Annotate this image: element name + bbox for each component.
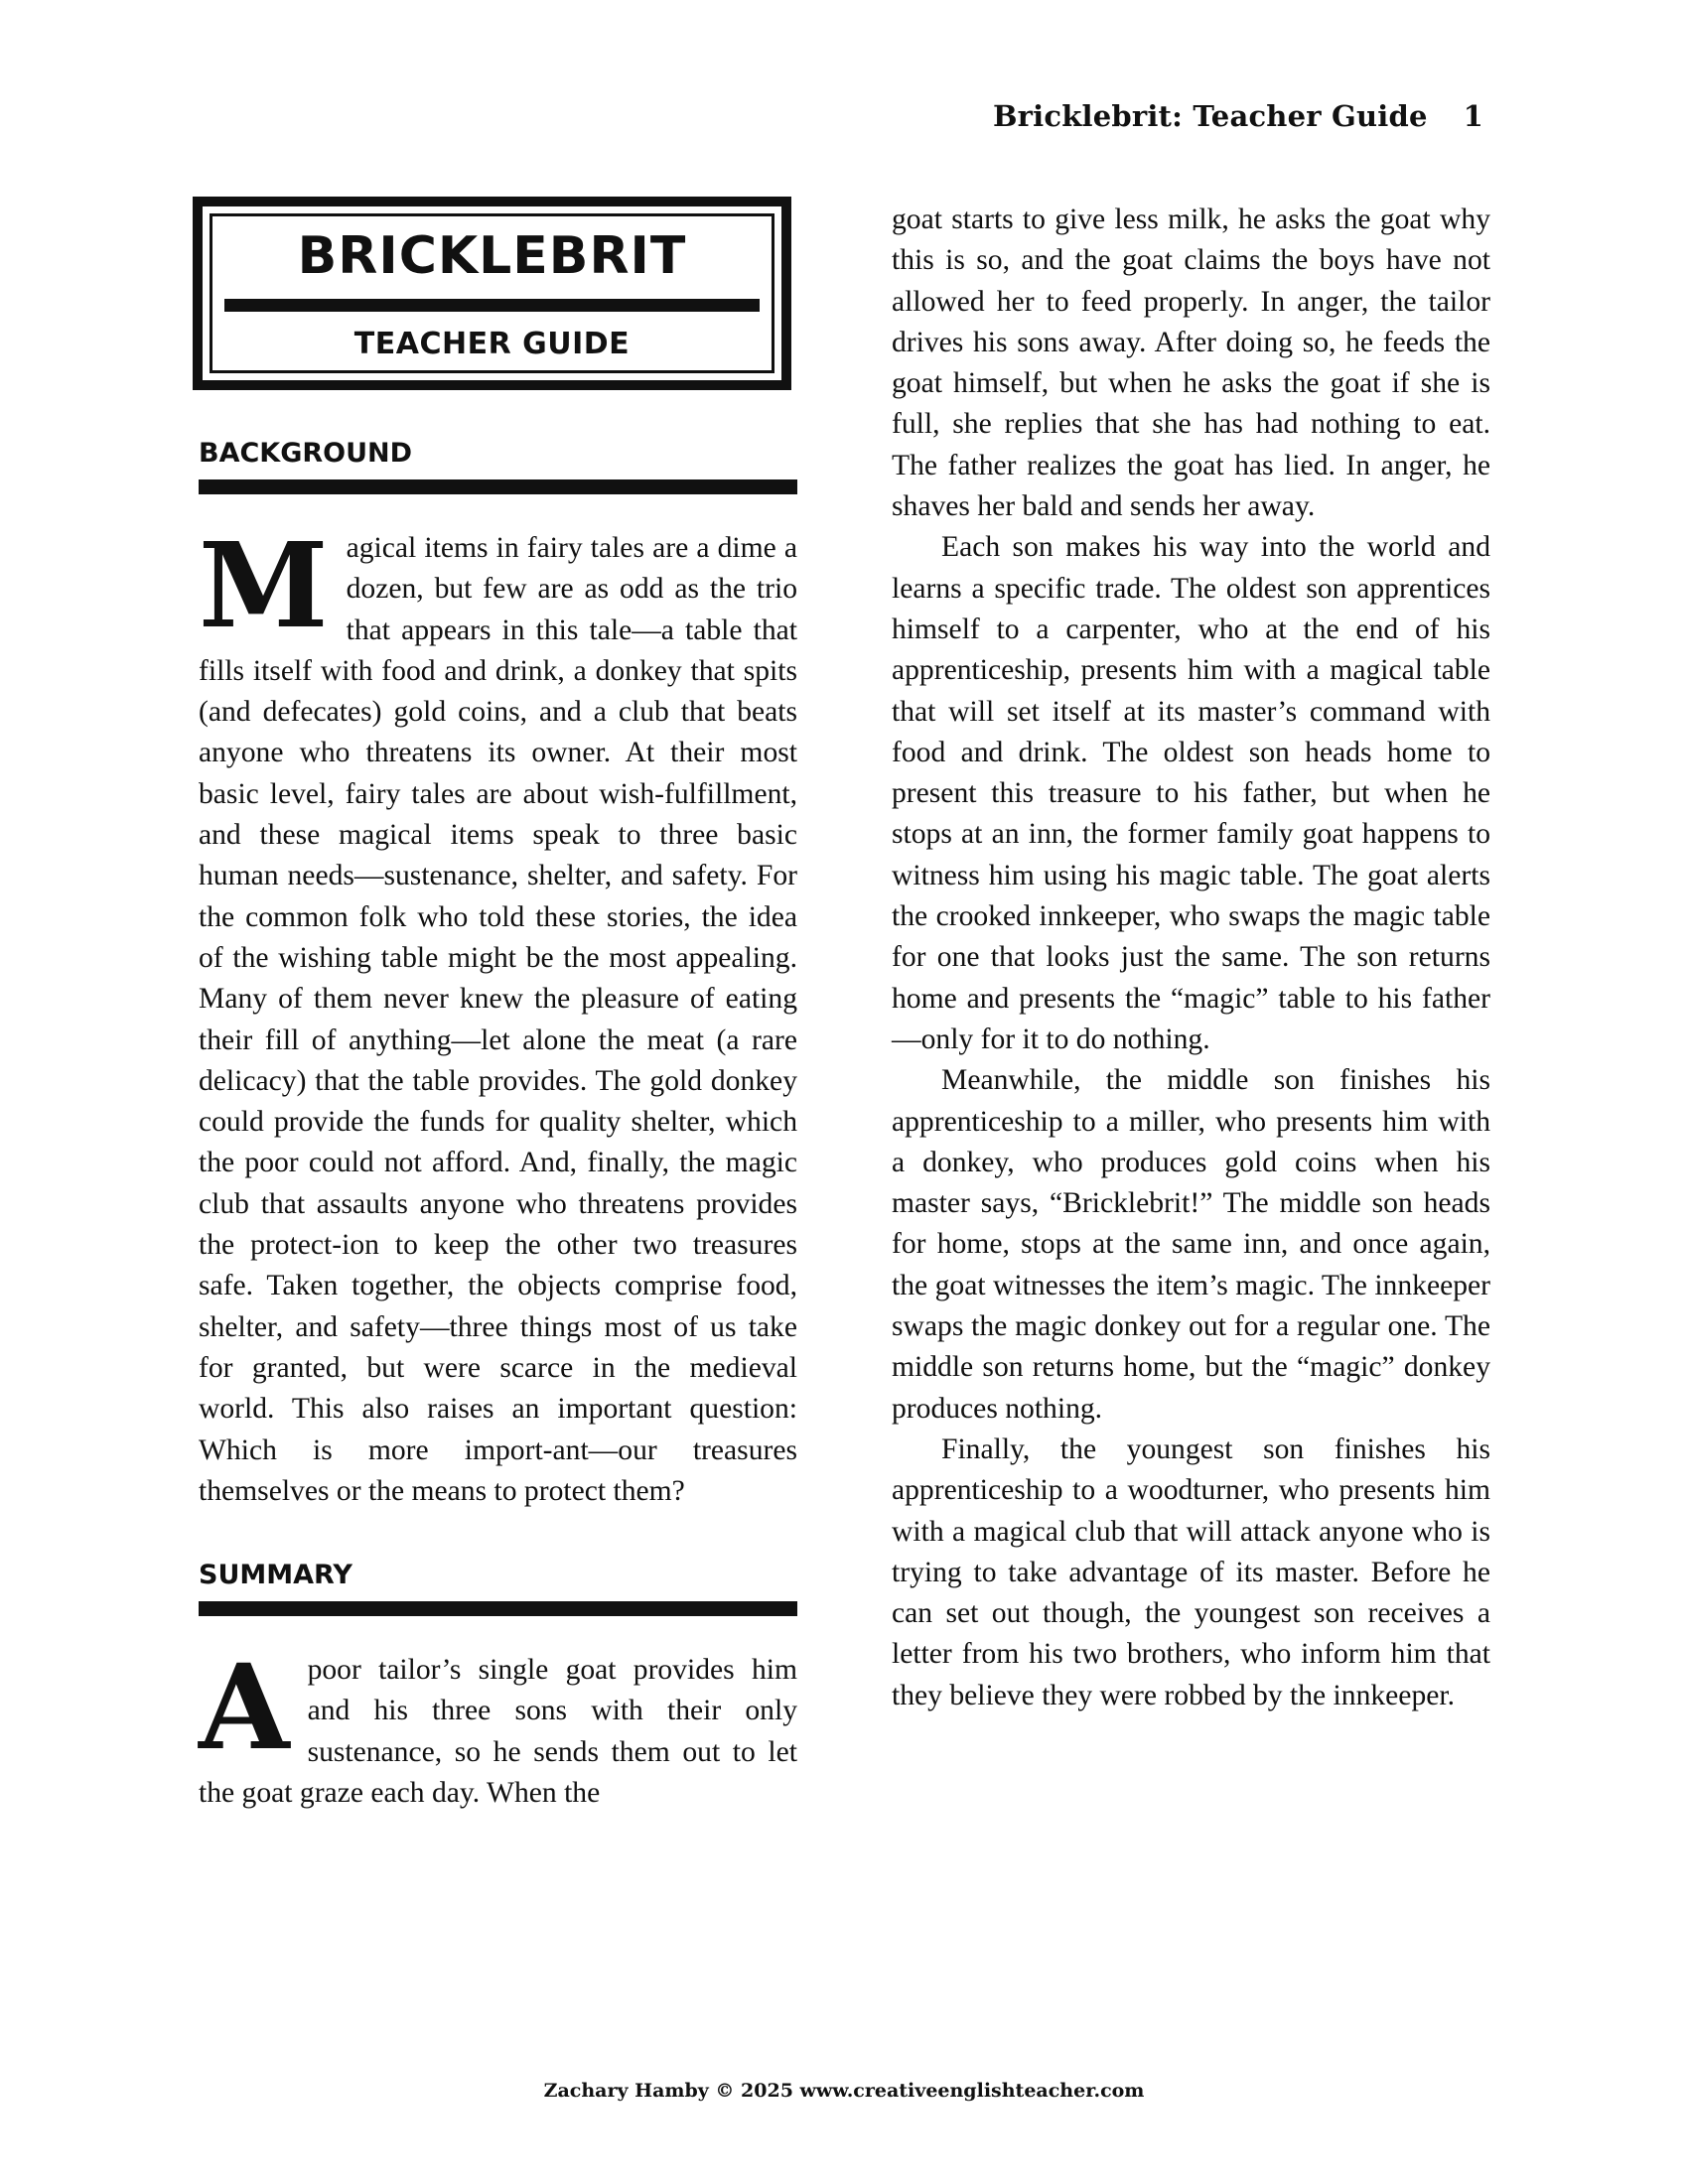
background-text: agical items in fairy tales are a dime a dozen, but few are as odd as the trio that appears in this tale—a table that fills itself with food and drink, a donkey that spits (and defecates) gold coins, and a club that beats anyone who threatens its owner. At their most basic level, fairy tales are about wish-fulfillment, and these magical items speak to three basic human needs—sustenance, shelter, and safety. For the common folk who told these stories, the idea of the wishing table might be the most appealing. Many of them never knew the pleasure of eating their fill of anything—let alone the meat (a rare delicacy) that the table provides. The gold donkey could provide the funds for quality shelter, which the poor could not afford. And, finally, the magic club that assaults anyone who threatens provides the protect-ion to keep the other two treasures safe. Taken together, the objects comprise food, shelter, and safety—three things most of us take for granted, but were scarce in the medieval world. This also raises an important question: Which is more import-ant—our treasures themselves or the means to protect them? bbox=[199, 532, 797, 1507]
summary-text-1a: poor tailor’s single goat provides him and his three sons with their only sustenance, so he sends them out to let the goat graze each day. When the bbox=[199, 1654, 797, 1810]
title-divider bbox=[224, 299, 760, 312]
summary-paragraph-1-start bbox=[199, 1638, 797, 1814]
summary-text-1b: goat starts to give less milk, he asks the goat why this is so, and the goat claims the boys have not allowed her to feed properly. In anger, the tailor drives his sons away. After doing so, he feeds the goat himself, but when he asks the goat if she is full, she replies that she has had nothing to eat. The father realizes the goat has lied. In anger, he shaves her bald and sends her away. bbox=[892, 204, 1490, 523]
page-number: 1 bbox=[1463, 99, 1483, 133]
right-column bbox=[892, 200, 1490, 1716]
footer: Zachary Hamby © 2025 www.creativeenglishteacher.com bbox=[543, 2080, 1145, 2102]
summary-rule bbox=[199, 1601, 797, 1616]
summary-paragraph-3: Meanwhile, the middle son finishes his apprenticeship to a miller, who presents him with a donkey, who produces gold coins when his master says, “Bricklebrit!” The middle son heads for home, stops at the same inn, and once again, the goat witnesses the item’s magic. The innkeeper swaps the magic donkey out for a regular one. The middle son returns home, but the “magic” donkey produces nothing. bbox=[892, 1064, 1490, 1425]
document-title: BRICKLEBRIT bbox=[297, 226, 687, 286]
background-dropcap: M bbox=[199, 516, 329, 654]
title-box bbox=[193, 197, 791, 390]
summary-paragraph-2: Each son makes his way into the world and learns a specific trade. The oldest son apprentices himself to a carpenter, who at the end of his apprenticeship, presents him with a magical table that will set itself at its master’s command with food and drink. The oldest son heads home to present this treasure to his father, but when he stops at an inn, the former family goat happens to witness him using his magic table. The goat alerts the crooked innkeeper, who swaps the magic table for one that looks just the same. The son returns home and presents the “magic” table to his father—only for it to do nothing. bbox=[892, 531, 1490, 1055]
summary-paragraph-1-continued bbox=[892, 200, 1490, 527]
summary-dropcap: A bbox=[199, 1638, 290, 1777]
background-paragraph bbox=[199, 516, 797, 1512]
running-header bbox=[993, 99, 1483, 133]
background-heading: BACKGROUND bbox=[199, 438, 413, 469]
background-rule bbox=[199, 479, 797, 494]
summary-heading: SUMMARY bbox=[199, 1560, 352, 1591]
document-subtitle: TEACHER GUIDE bbox=[353, 327, 631, 361]
header-title: Bricklebrit: Teacher Guide bbox=[992, 99, 1428, 133]
summary-paragraph-4: Finally, the youngest son finishes his apprenticeship to a woodturner, who presents him with a magical club that will attack anyone who is trying to take advantage of its master. Before he can set out though, the youngest son receives a letter from his two brothers, who inform him that they believe they were robbed by the innkeeper. bbox=[892, 1433, 1490, 1711]
left-column bbox=[199, 197, 797, 1814]
